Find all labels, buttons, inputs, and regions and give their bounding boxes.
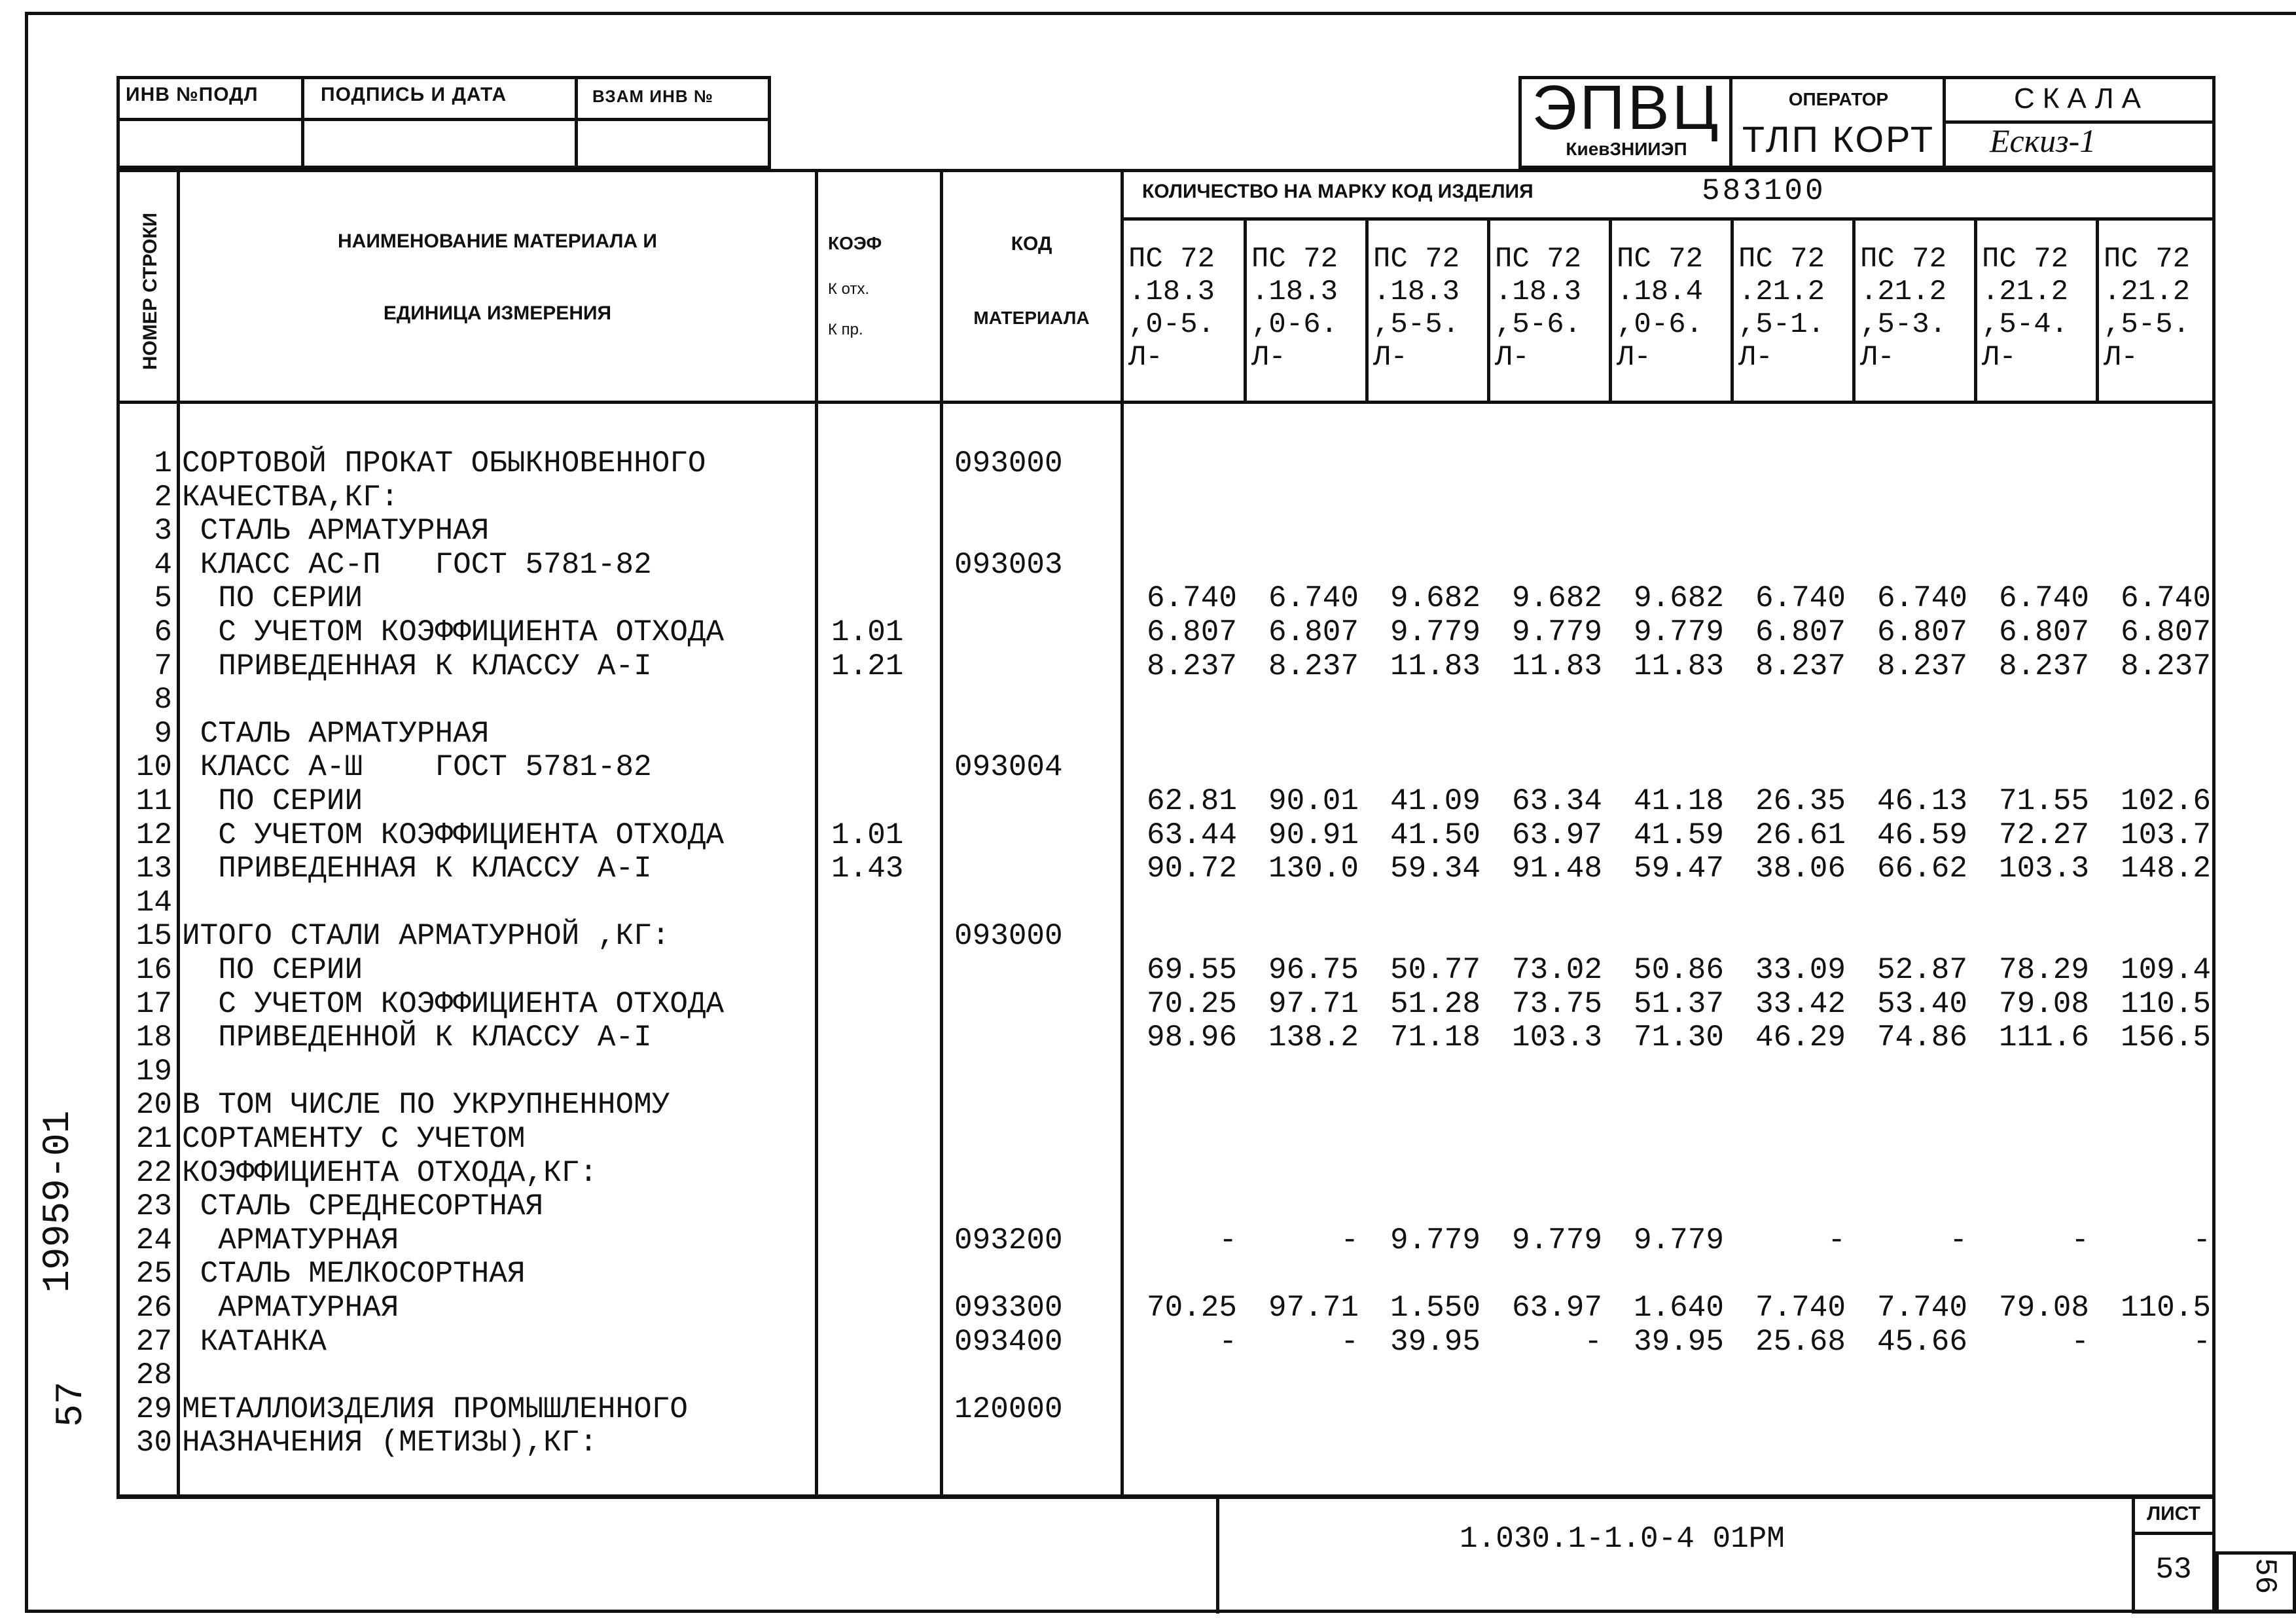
mark-header-line: Л-	[1251, 341, 1286, 374]
row-number: 11	[135, 784, 172, 818]
mark-col-line	[1365, 217, 1369, 402]
row-material-code: 093400	[954, 1325, 1063, 1359]
mark-header-line: .18.3	[1373, 276, 1460, 308]
row-quantity-value: 9.779	[1390, 1223, 1480, 1257]
row-quantity-value: 8.237	[1268, 649, 1359, 683]
row-number: 7	[154, 649, 172, 683]
row-quantity-value: -	[1584, 1325, 1602, 1359]
mark-header-line: ПС 72	[1982, 243, 2069, 276]
row-material-name: КАТАНКА	[182, 1325, 327, 1359]
row-material-name: С УЧЕТОМ КОЭФФИЦИЕНТА ОТХОДА	[182, 987, 725, 1021]
row-quantity-value: 6.740	[2120, 581, 2211, 615]
row-quantity-value: 103.3	[1511, 1020, 1602, 1055]
mark-header-line: Л-	[1738, 341, 1773, 374]
row-quantity-value: 59.47	[1633, 852, 1724, 886]
row-material-name: ПО СЕРИИ	[182, 953, 363, 987]
row-quantity-value: 103.3	[1998, 852, 2089, 886]
row-quantity-value: 110.5	[2120, 987, 2211, 1021]
mark-header-line: ,5-6.	[1495, 308, 1582, 341]
mark-header-line: ПС 72	[1860, 243, 1947, 276]
mark-header-line: .18.3	[1251, 276, 1338, 308]
row-quantity-value: 26.35	[1755, 784, 1846, 818]
mark-header-line: Л-	[1373, 341, 1408, 374]
row-quantity-value: 39.95	[1390, 1325, 1480, 1359]
row-quantity-value: 70.25	[1146, 987, 1237, 1021]
row-quantity-value: 97.71	[1268, 987, 1359, 1021]
row-quantity-value: 11.83	[1390, 649, 1480, 683]
row-quantity-value: 148.2	[2120, 852, 2211, 886]
row-quantity-value: 46.13	[1876, 784, 1967, 818]
row-quantity-value: 6.807	[1146, 615, 1237, 649]
row-number: 17	[135, 987, 172, 1021]
row-quantity-value: 130.0	[1268, 852, 1359, 886]
mark-header-line: .18.3	[1128, 276, 1215, 308]
mark-header-line: ,0-5.	[1128, 308, 1215, 341]
row-quantity-value: 9.779	[1511, 1223, 1602, 1257]
row-quantity-value: 46.29	[1755, 1020, 1846, 1055]
row-quantity-value: 9.682	[1511, 581, 1602, 615]
row-number: 2	[154, 480, 172, 514]
row-quantity-value: 69.55	[1146, 953, 1237, 987]
row-quantity-value: -	[1219, 1325, 1237, 1359]
row-quantity-value: 66.62	[1876, 852, 1967, 886]
row-quantity-value: 50.86	[1633, 953, 1724, 987]
row-quantity-value: 41.09	[1390, 784, 1480, 818]
row-coefficient: 1.01	[831, 615, 904, 649]
row-quantity-value: 6.740	[1998, 581, 2089, 615]
row-quantity-value: 138.2	[1268, 1020, 1359, 1055]
row-quantity-value: 8.237	[1998, 649, 2089, 683]
header-row-number: НОМЕР СТРОКИ	[139, 212, 161, 370]
row-number: 6	[154, 615, 172, 649]
row-quantity-value: 26.61	[1755, 818, 1846, 852]
row-number: 24	[135, 1223, 172, 1257]
row-quantity-value: 6.740	[1876, 581, 1967, 615]
org-subtitle: КиевЗНИИЭП	[1566, 139, 1687, 159]
mark-header-line: ПС 72	[1251, 243, 1338, 276]
vzam-inv-label: ВЗАМ ИНВ №	[592, 86, 713, 106]
row-material-code: 093003	[954, 548, 1063, 582]
header-coef-line1: КОЭФ	[828, 233, 882, 253]
mark-header-line: .21.2	[1982, 276, 2069, 308]
row-material-name: С УЧЕТОМ КОЭФФИЦИЕНТА ОТХОДА	[182, 818, 725, 852]
row-quantity-value: 8.237	[1876, 649, 1967, 683]
row-material-code: 093000	[954, 919, 1063, 953]
product-code: 583100	[1702, 174, 1826, 208]
mark-header-line: ,0-6.	[1617, 308, 1704, 341]
mark-col-line	[1244, 217, 1247, 402]
archive-number: 19959-01	[37, 1110, 80, 1293]
row-quantity-value: 71.18	[1390, 1020, 1480, 1055]
row-quantity-value: 45.66	[1876, 1325, 1967, 1359]
row-quantity-value: 38.06	[1755, 852, 1846, 886]
row-material-name: В ТОМ ЧИСЛЕ ПО УКРУПНЕННОМУ	[182, 1088, 670, 1122]
row-quantity-value: 96.75	[1268, 953, 1359, 987]
row-quantity-value: 8.237	[1146, 649, 1237, 683]
org-title: ЭПВЦ	[1532, 73, 1721, 143]
mark-header-line: .18.4	[1617, 276, 1704, 308]
row-quantity-value: -	[1827, 1223, 1846, 1257]
stamp-right-divider-1	[1729, 76, 1732, 169]
row-quantity-value: 41.50	[1390, 818, 1480, 852]
row-material-name: ПО СЕРИИ	[182, 784, 363, 818]
operator-label: ОПЕРАТОР	[1788, 89, 1889, 109]
row-number: 1	[154, 446, 172, 480]
row-material-name: ПРИВЕДЕННОЙ К КЛАССУ А-I	[182, 1020, 652, 1055]
header-code-line1: КОД	[1011, 233, 1052, 255]
header-name-line2: ЕДИНИЦА ИЗМЕРЕНИЯ	[383, 302, 612, 324]
row-material-name: СОРТАМЕНТУ С УЧЕТОМ	[182, 1122, 526, 1156]
row-number: 3	[154, 514, 172, 548]
col-line-name	[815, 169, 818, 1498]
row-quantity-value: 72.27	[1998, 818, 2089, 852]
row-quantity-value: 90.91	[1268, 818, 1359, 852]
row-material-name: ПО СЕРИИ	[182, 581, 363, 615]
row-material-name: СОРТОВОЙ ПРОКАТ ОБЫКНОВЕННОГО	[182, 446, 706, 480]
mark-header-line: .18.3	[1495, 276, 1582, 308]
mark-header-line: ,5-3.	[1860, 308, 1947, 341]
mark-header-line: Л-	[2104, 341, 2138, 374]
row-number: 10	[135, 750, 172, 784]
row-quantity-value: 74.86	[1876, 1020, 1967, 1055]
header-coef-line3: К пр.	[828, 321, 863, 338]
signature: Ескиз-1	[1990, 122, 2096, 159]
row-material-name: СТАЛЬ АРМАТУРНАЯ	[182, 717, 490, 751]
row-number: 27	[135, 1325, 172, 1359]
row-material-code: 120000	[954, 1392, 1063, 1426]
row-quantity-value: 8.237	[2120, 649, 2211, 683]
row-quantity-value: 1.550	[1390, 1291, 1480, 1325]
row-number: 21	[135, 1122, 172, 1156]
row-quantity-value: 79.08	[1998, 987, 2089, 1021]
row-quantity-value: 73.75	[1511, 987, 1602, 1021]
row-quantity-value: 53.40	[1876, 987, 1967, 1021]
row-quantity-value: 73.02	[1511, 953, 1602, 987]
sheet-box-divider	[2132, 1532, 2215, 1535]
sheet-number: 53	[2155, 1553, 2192, 1587]
mark-header-line: Л-	[1495, 341, 1530, 374]
mark-header-line: ,5-5.	[1373, 308, 1460, 341]
qty-header-line	[1121, 217, 2215, 221]
row-quantity-value: 25.68	[1755, 1325, 1846, 1359]
row-quantity-value: 90.01	[1268, 784, 1359, 818]
row-quantity-value: 6.807	[1268, 615, 1359, 649]
row-number: 5	[154, 581, 172, 615]
row-material-name: ИТОГО СТАЛИ АРМАТУРНОЙ ,КГ:	[182, 919, 670, 953]
row-quantity-value: 63.97	[1511, 818, 1602, 852]
row-material-code: 093300	[954, 1291, 1063, 1325]
row-number: 28	[135, 1358, 172, 1392]
row-quantity-value: -	[1219, 1223, 1237, 1257]
row-quantity-value: 91.48	[1511, 852, 1602, 886]
row-quantity-value: -	[2071, 1223, 2089, 1257]
row-material-name: КАЧЕСТВА,КГ:	[182, 480, 399, 514]
row-quantity-value: 9.779	[1633, 615, 1724, 649]
row-quantity-value: 90.72	[1146, 852, 1237, 886]
mark-header-line: ,0-6.	[1251, 308, 1338, 341]
operator-value: ТЛП КОРТ	[1742, 118, 1935, 160]
row-quantity-value: 156.5	[2120, 1020, 2211, 1055]
row-quantity-value: 41.18	[1633, 784, 1724, 818]
row-number: 15	[135, 919, 172, 953]
row-material-name: АРМАТУРНАЯ	[182, 1291, 399, 1325]
row-quantity-value: 11.83	[1511, 649, 1602, 683]
header-bottom-line	[117, 401, 2215, 404]
header-coef-line2: К отх.	[828, 280, 870, 298]
mark-header-line: .21.2	[1860, 276, 1947, 308]
mark-header-line: Л-	[1128, 341, 1163, 374]
row-number: 16	[135, 953, 172, 987]
row-quantity-value: 71.55	[1998, 784, 2089, 818]
row-quantity-value: -	[2193, 1325, 2211, 1359]
mark-header-line: ,5-1.	[1738, 308, 1825, 341]
row-number: 30	[135, 1426, 172, 1460]
row-material-name: СТАЛЬ СРЕДНЕСОРТНАЯ	[182, 1189, 544, 1223]
row-quantity-value: 62.81	[1146, 784, 1237, 818]
mark-header-line: .21.2	[2104, 276, 2191, 308]
mark-header-line: ПС 72	[1373, 243, 1460, 276]
row-material-name: ПРИВЕДЕННАЯ К КЛАССУ А-I	[182, 852, 652, 886]
mark-header-line: ПС 72	[2104, 243, 2191, 276]
system-label: СКАЛА	[2014, 82, 2149, 115]
row-quantity-value: 97.71	[1268, 1291, 1359, 1325]
row-quantity-value: 9.682	[1633, 581, 1724, 615]
row-number: 19	[135, 1055, 172, 1089]
row-quantity-value: 79.08	[1998, 1291, 2089, 1325]
qty-header-label: КОЛИЧЕСТВО НА МАРКУ КОД ИЗДЕЛИЯ	[1142, 181, 1534, 202]
mark-header-line: ПС 72	[1128, 243, 1215, 276]
row-material-name: КОЭФФИЦИЕНТА ОТХОДА,КГ:	[182, 1156, 598, 1190]
row-material-name: ПРИВЕДЕННАЯ К КЛАССУ А-I	[182, 649, 652, 683]
row-quantity-value: 7.740	[1755, 1291, 1846, 1325]
mark-col-line	[1852, 217, 1856, 402]
row-quantity-value: 109.4	[2120, 953, 2211, 987]
row-number: 12	[135, 818, 172, 852]
document-code: 1.030.1-1.0-4 01РМ	[1460, 1522, 1785, 1556]
mark-col-line	[1609, 217, 1612, 402]
row-quantity-value: -	[2193, 1223, 2211, 1257]
row-material-name: КЛАСС А-Ш ГОСТ 5781-82	[182, 750, 652, 784]
row-quantity-value: -	[1340, 1325, 1359, 1359]
row-quantity-value: 6.740	[1755, 581, 1846, 615]
row-material-code: 093000	[954, 446, 1063, 480]
row-quantity-value: 1.640	[1633, 1291, 1724, 1325]
row-quantity-value: 46.59	[1876, 818, 1967, 852]
row-quantity-value: 103.7	[2120, 818, 2211, 852]
row-quantity-value: -	[1340, 1223, 1359, 1257]
mark-col-line	[2096, 217, 2099, 402]
row-quantity-value: 102.6	[2120, 784, 2211, 818]
row-quantity-value: 70.25	[1146, 1291, 1237, 1325]
mark-header-line: Л-	[1860, 341, 1895, 374]
row-number: 8	[154, 683, 172, 717]
row-number: 25	[135, 1257, 172, 1291]
row-quantity-value: 52.87	[1876, 953, 1967, 987]
row-quantity-value: 9.779	[1390, 615, 1480, 649]
row-number: 14	[135, 886, 172, 920]
row-material-code: 093200	[954, 1223, 1063, 1257]
row-number: 13	[135, 852, 172, 886]
row-quantity-value: 9.779	[1633, 1223, 1724, 1257]
row-material-name: КЛАСС АС-П ГОСТ 5781-82	[182, 548, 652, 582]
header-code-line2: МАТЕРИАЛА	[973, 308, 1090, 328]
row-quantity-value: 7.740	[1876, 1291, 1967, 1325]
mark-header-line: ПС 72	[1617, 243, 1704, 276]
row-material-code: 093004	[954, 750, 1063, 784]
header-name-line1: НАИМЕНОВАНИЕ МАТЕРИАЛА И	[337, 230, 657, 252]
row-quantity-value: 63.34	[1511, 784, 1602, 818]
mark-header-line: Л-	[1982, 341, 2017, 374]
row-quantity-value: 11.83	[1633, 649, 1724, 683]
row-quantity-value: -	[1949, 1223, 1967, 1257]
mark-header-line: Л-	[1617, 341, 1651, 374]
row-number: 23	[135, 1189, 172, 1223]
row-number: 9	[154, 717, 172, 751]
row-quantity-value: 110.5	[2120, 1291, 2211, 1325]
row-quantity-value: 6.807	[2120, 615, 2211, 649]
row-number: 20	[135, 1088, 172, 1122]
row-coefficient: 1.21	[831, 649, 904, 683]
row-quantity-value: 78.29	[1998, 953, 2089, 987]
row-quantity-value: 71.30	[1633, 1020, 1724, 1055]
row-number: 18	[135, 1020, 172, 1055]
row-number: 29	[135, 1392, 172, 1426]
row-material-name: С УЧЕТОМ КОЭФФИЦИЕНТА ОТХОДА	[182, 615, 725, 649]
row-material-name: АРМАТУРНАЯ	[182, 1223, 399, 1257]
row-quantity-value: 6.807	[1876, 615, 1967, 649]
row-number: 26	[135, 1291, 172, 1325]
footer-divider	[1216, 1496, 1219, 1614]
mark-header-line: .21.2	[1738, 276, 1825, 308]
row-quantity-value: 59.34	[1390, 852, 1480, 886]
mark-col-line	[1731, 217, 1734, 402]
row-quantity-value: 6.740	[1146, 581, 1237, 615]
row-material-name: СТАЛЬ АРМАТУРНАЯ	[182, 514, 490, 548]
mark-col-line	[1974, 217, 1977, 402]
row-quantity-value: 111.6	[1998, 1020, 2089, 1055]
row-quantity-value: 6.807	[1998, 615, 2089, 649]
inv-podl-label: ИНВ №ПОДЛ	[126, 84, 259, 105]
row-material-name: МЕТАЛЛОИЗДЕЛИЯ ПРОМЫШЛЕННОГО	[182, 1392, 688, 1426]
row-quantity-value: 6.807	[1755, 615, 1846, 649]
row-quantity-value: 51.37	[1633, 987, 1724, 1021]
outer-page-number: 56	[2248, 1558, 2282, 1595]
mark-header-line: ,5-4.	[1982, 308, 2069, 341]
mark-header-line: ,5-5.	[2104, 308, 2191, 341]
stamp-top-left-divider	[117, 118, 771, 121]
row-quantity-value: 41.59	[1633, 818, 1724, 852]
row-quantity-value: 63.97	[1511, 1291, 1602, 1325]
row-quantity-value: 8.237	[1755, 649, 1846, 683]
podpis-data-label: ПОДПИСЬ И ДАТА	[321, 84, 507, 105]
row-quantity-value: 33.09	[1755, 953, 1846, 987]
row-quantity-value: 39.95	[1633, 1325, 1724, 1359]
row-quantity-value: 9.682	[1390, 581, 1480, 615]
row-material-name: НАЗНАЧЕНИЯ (МЕТИЗЫ),КГ:	[182, 1426, 598, 1460]
row-quantity-value: 98.96	[1146, 1020, 1237, 1055]
row-quantity-value: 6.740	[1268, 581, 1359, 615]
row-number: 22	[135, 1156, 172, 1190]
row-quantity-value: 33.42	[1755, 987, 1846, 1021]
row-number: 4	[154, 548, 172, 582]
stamp-col-divider-2	[575, 76, 578, 169]
sheet-label: ЛИСТ	[2147, 1503, 2200, 1525]
row-quantity-value: 50.77	[1390, 953, 1480, 987]
row-quantity-value: -	[2071, 1325, 2089, 1359]
mark-header-line: ПС 72	[1738, 243, 1825, 276]
row-material-name: СТАЛЬ МЕЛКОСОРТНАЯ	[182, 1257, 526, 1291]
row-coefficient: 1.43	[831, 852, 904, 886]
archive-page: 57	[50, 1381, 93, 1427]
row-quantity-value: 9.779	[1511, 615, 1602, 649]
row-quantity-value: 63.44	[1146, 818, 1237, 852]
col-line-coef	[940, 169, 943, 1498]
footer-top-line	[117, 1496, 2215, 1499]
col-line-rownum	[177, 169, 180, 1498]
mark-header-line: ПС 72	[1495, 243, 1582, 276]
stamp-col-divider-1	[301, 76, 304, 169]
row-quantity-value: 51.28	[1390, 987, 1480, 1021]
mark-col-line	[1487, 217, 1490, 402]
row-coefficient: 1.01	[831, 818, 904, 852]
